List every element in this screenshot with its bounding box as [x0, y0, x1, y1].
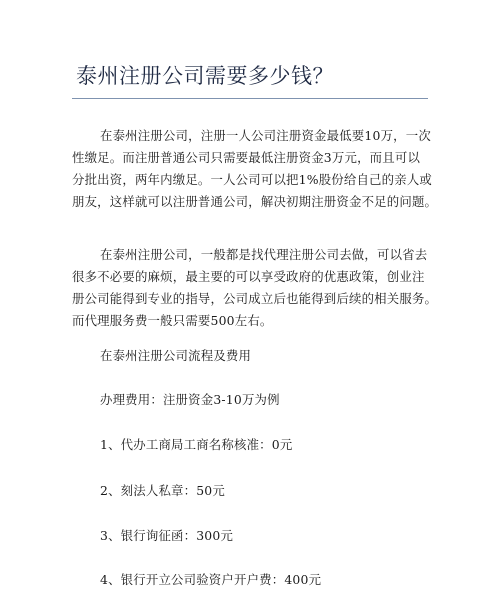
- paragraph-line: 而代理服务费一般只需要500左右。: [72, 313, 273, 328]
- title-divider: [72, 98, 428, 99]
- paragraph-line: 册公司能得到专业的指导，公司成立后也能得到后续的相关服务。: [72, 291, 438, 306]
- paragraph-line: 在泰州注册公司，注册一人公司注册资金最低要10万，一次: [100, 128, 431, 143]
- fee-note: 办理费用：注册资金3-10万为例: [100, 392, 280, 407]
- fee-item: 3、银行询征函：300元: [100, 528, 234, 543]
- paragraph-line: 分批出资，两年内缴足。一人公司可以把1%股份给自己的亲人或: [72, 172, 433, 187]
- paragraph-registration-capital: [72, 125, 436, 213]
- paragraph-line: 朋友，这样就可以注册普通公司，解决初期注册资金不足的问题。: [72, 194, 438, 209]
- article-title: 泰州注册公司需要多少钱？: [76, 64, 334, 88]
- fee-item: 4、银行开立公司验资户开户费：400元: [100, 572, 322, 587]
- paragraph-agency-service: [72, 244, 436, 332]
- paragraph-line: 在泰州注册公司，一般都是找代理注册公司去做，可以省去: [100, 247, 428, 262]
- paragraph-line: 性缴足。而注册普通公司只需要最低注册资金3万元，而且可以: [72, 150, 421, 165]
- process-heading: 在泰州注册公司流程及费用: [100, 348, 252, 363]
- fee-item: 2、刻法人私章：50元: [100, 483, 225, 498]
- paragraph-line: 很多不必要的麻烦，最主要的可以享受政府的优惠政策，创业注: [72, 269, 425, 284]
- fee-item: 1、代办工商局工商名称核准：0元: [100, 437, 293, 452]
